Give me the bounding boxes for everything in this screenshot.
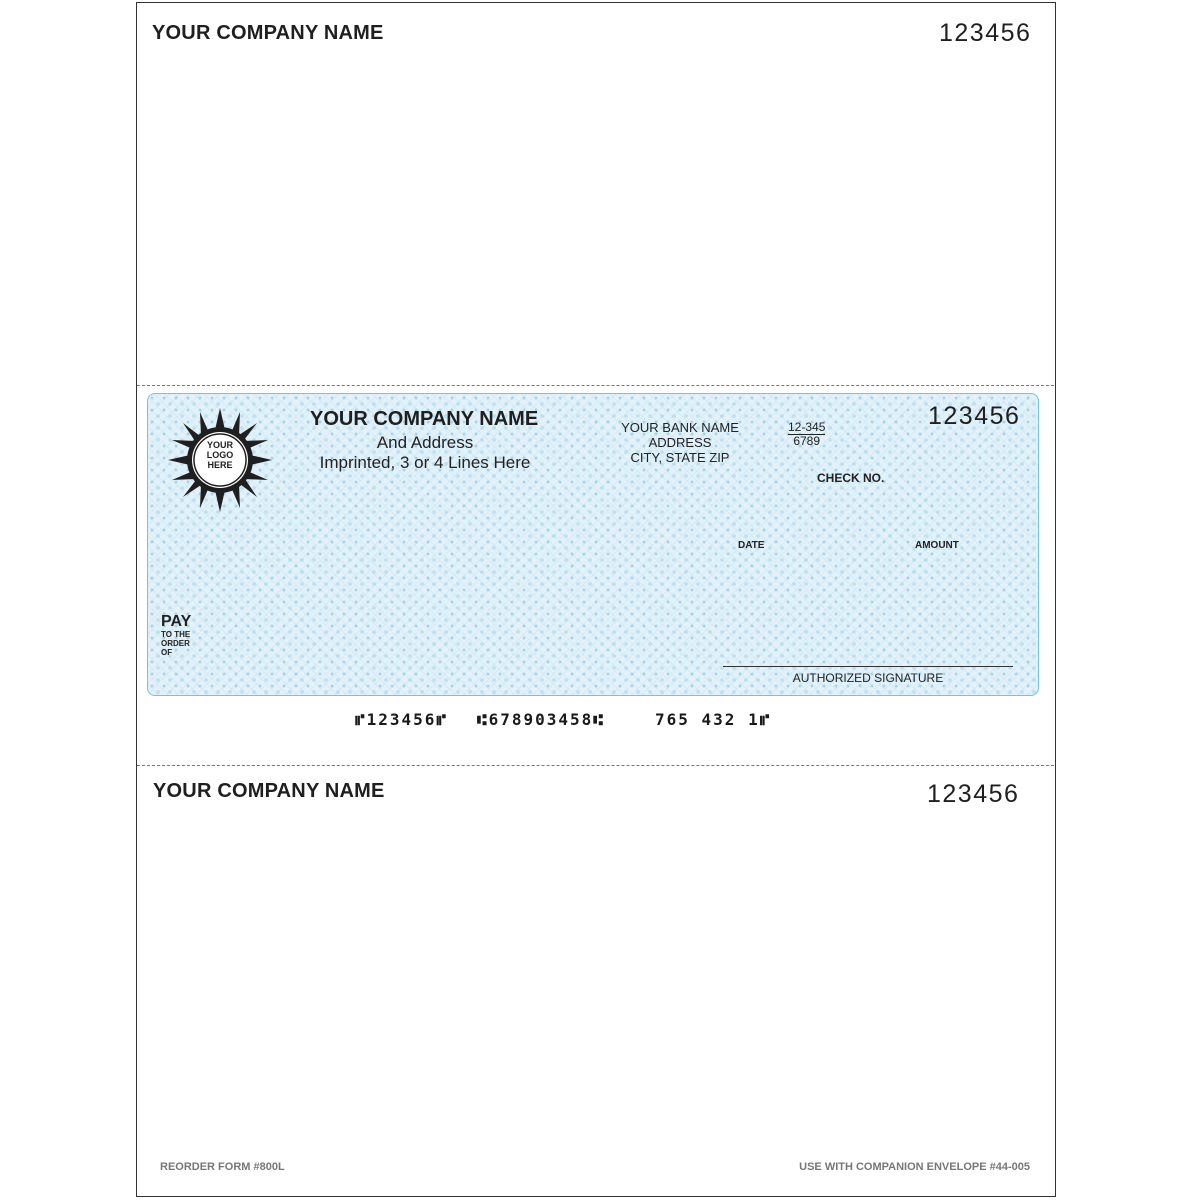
logo-text-line: YOUR xyxy=(206,440,233,450)
fraction-numerator: 12-345 xyxy=(788,420,826,434)
bottom-stub-company-name: YOUR COMPANY NAME xyxy=(153,780,385,802)
order-line: OF xyxy=(161,648,173,657)
check-no-label: CHECK NO. xyxy=(817,471,885,485)
check-address-line-2: Imprinted, 3 or 4 Lines Here xyxy=(319,453,531,472)
check-form-sheet xyxy=(136,2,1056,1197)
check-number: 123456 xyxy=(928,402,1021,430)
authorized-signature-label: AUTHORIZED SIGNATURE xyxy=(792,671,944,685)
reorder-form-label: REORDER FORM #800L xyxy=(160,1161,285,1173)
bank-info xyxy=(608,420,752,465)
pay-to-the-order-of xyxy=(161,614,191,657)
micr-check-number: ⑈123456⑈ xyxy=(355,710,448,729)
companion-envelope-label: USE WITH COMPANION ENVELOPE #44-005 xyxy=(799,1161,1030,1173)
order-line: ORDER xyxy=(161,639,190,648)
signature-line xyxy=(723,666,1013,667)
perforation-top xyxy=(137,385,1054,386)
amount-label: AMOUNT xyxy=(915,540,959,551)
check-address-line-1: And Address xyxy=(376,433,474,452)
micr-account-number: 765 432 1⑈ xyxy=(655,710,772,729)
perforation-bottom xyxy=(137,765,1054,766)
check-body xyxy=(147,393,1039,696)
logo-placeholder-text xyxy=(192,440,248,470)
date-label: DATE xyxy=(738,540,765,551)
top-stub-check-number: 123456 xyxy=(939,19,1032,47)
check-company-name: YOUR COMPANY NAME xyxy=(310,408,539,430)
top-stub-company-name: YOUR COMPANY NAME xyxy=(152,22,384,44)
logo-text-line: HERE xyxy=(207,460,233,470)
order-line: TO THE xyxy=(161,630,191,639)
bank-city-state-zip: CITY, STATE ZIP xyxy=(630,450,730,465)
bank-name: YOUR BANK NAME xyxy=(621,420,739,435)
fraction-denominator: 6789 xyxy=(793,434,821,448)
pay-label: PAY xyxy=(161,613,192,630)
routing-fraction xyxy=(788,421,825,448)
bank-address: ADDRESS xyxy=(648,435,712,450)
bottom-stub-check-number: 123456 xyxy=(927,780,1020,808)
micr-routing-number: ⑆678903458⑆ xyxy=(477,710,605,729)
logo-text-line: LOGO xyxy=(206,450,234,460)
